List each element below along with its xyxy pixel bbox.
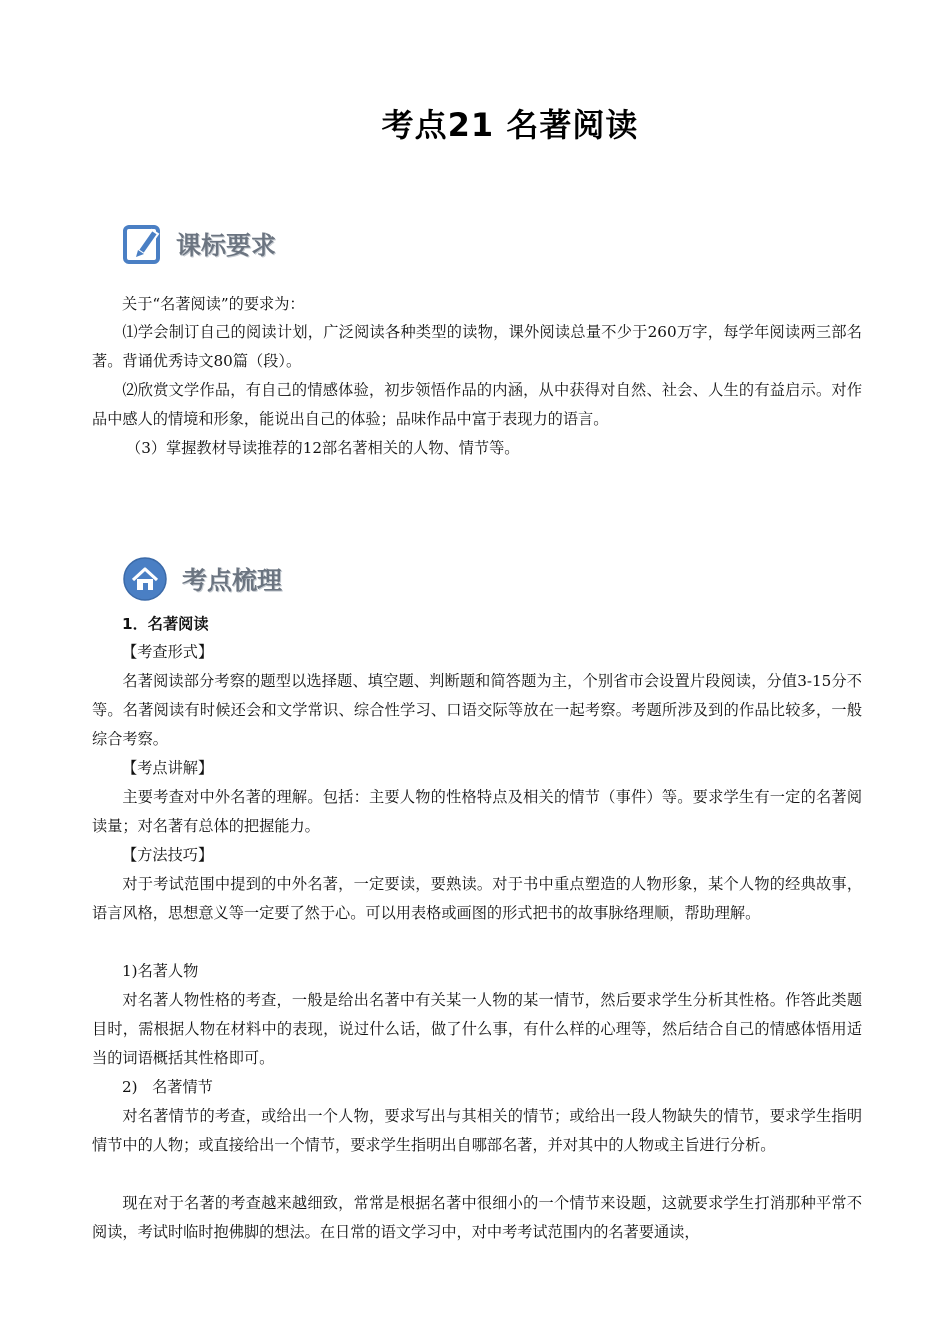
method-title: 【方法技巧】 xyxy=(122,846,214,864)
section-label-review: 考点梳理 xyxy=(182,566,283,595)
explain-text: 主要考查对中外名著的理解。包括：主要人物的性格特点及相关的情节（事件）等。要求学生有一定的名著阅读量；对名著有总体的把握能力。 xyxy=(92,788,862,835)
section-header-review xyxy=(122,556,282,602)
edit-icon xyxy=(122,222,162,266)
section-label-standards: 课标要求 xyxy=(176,231,277,260)
sub2-title: 2) 名著情节 xyxy=(122,1078,213,1096)
form-text: 名著阅读部分考察的题型以选择题、填空题、判断题和简答题为主，个别省市会设置片段阅读，分值3-15分不等。名著阅读有时候还会和文学常识、综合性学习、口语交际等放在一起考察。考题所涉及到的作品比较多，一般综合考察。 xyxy=(92,672,862,748)
form-title: 【考查形式】 xyxy=(122,643,214,661)
closing-text: 现在对于名著的考查越来越细致，常常是根据名著中很细小的一个情节来设题，这就要求学生打消那种平常不阅读，考试时临时抱佛脚的想法。在日常的语文学习中，对中考考试范围内的名著要通读， xyxy=(92,1194,862,1241)
sub1-title: 1)名著人物 xyxy=(122,962,199,980)
method-text: 对于考试范围中提到的中外名著，一定要读，要熟读。对于书中重点塑造的人物形象，某个人物的经典故事，语言风格，思想意义等一定要了然于心。可以用表格或画图的形式把书的故事脉络理顺，帮助理解。 xyxy=(92,875,862,922)
standards-item-2: ⑵欣赏文学作品，有自己的情感体验，初步领悟作品的内涵，从中获得对自然、社会、人生的有益启示。对作品中感人的情境和形象，能说出自己的体验；品味作品中富于表现力的语言。 xyxy=(92,381,862,428)
page-title: 考点21 名著阅读 xyxy=(381,106,639,144)
explain-title: 【考点讲解】 xyxy=(122,759,214,777)
standards-item-3: （3）掌握教材导读推荐的12部名著相关的人物、情节等。 xyxy=(126,439,520,457)
sub2-text: 对名著情节的考查，或给出一个人物，要求写出与其相关的情节；或给出一段人物缺失的情节，要求学生指明情节中的人物；或直接给出一个情节，要求学生指明出自哪部名著，并对其中的人物或主旨进行分析。 xyxy=(92,1107,862,1154)
section-header-standards xyxy=(122,222,276,266)
home-icon xyxy=(122,556,168,602)
review-heading: 1．名著阅读 xyxy=(122,615,209,633)
standards-intro: 关于“名著阅读”的要求为： xyxy=(122,295,305,313)
standards-item-1: ⑴学会制订自己的阅读计划，广泛阅读各种类型的读物，课外阅读总量不少于260万字，每学年阅读两三部名著。背诵优秀诗文80篇（段）。 xyxy=(92,323,862,370)
sub1-text: 对名著人物性格的考查，一般是给出名著中有关某一人物的某一情节，然后要求学生分析其性格。作答此类题目时，需根据人物在材料中的表现，说过什么话，做了什么事，有什么样的心理等，然后结合自己的情感体悟用适当的词语概括其性格即可。 xyxy=(92,991,862,1067)
